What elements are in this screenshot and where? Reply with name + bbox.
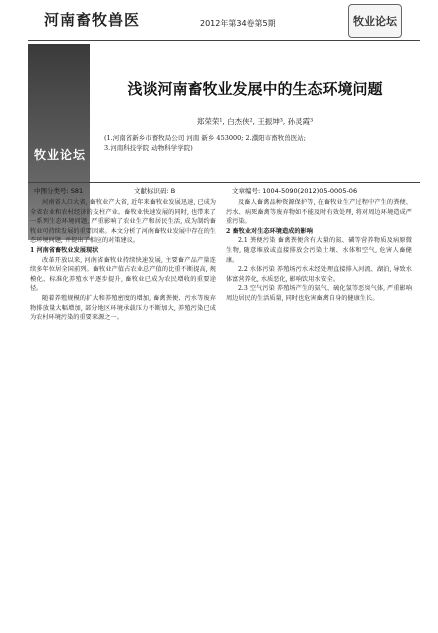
article-number: 文章编号: 1004-5090(2012)05-0005-06 bbox=[232, 187, 358, 195]
paragraph: 2.1 粪便污染 畜禽粪便含有大量的氮、磷等营养物质及病原微生物, 随意堆放或直接排放会污染土壤、水体和空气, 危害人畜健康。 bbox=[226, 237, 412, 264]
abstract-rule bbox=[28, 182, 420, 183]
sidebar-label: 牧业论坛 bbox=[34, 148, 87, 162]
affiliation-line-2: 3.河南科技学院 动物科学学院) bbox=[104, 144, 193, 152]
paragraph: 改革开放以来, 河南省畜牧业持续快速发展, 主要畜产品产量连续多年位居全国前列。畜牧业产值占农业总产值的比重不断提高, 规模化、标准化养殖水平逐步提升, 畜牧业已成为农民增收的重要途径。 bbox=[30, 256, 216, 293]
page-header bbox=[0, 0, 438, 40]
affiliation-line-1: (1.河南省新乡市畜牧局公司 河南 新乡 453000; 2.濮阳市畜牧兽医站; bbox=[104, 134, 306, 142]
issue-info: 2012年第34卷第5期 bbox=[200, 19, 276, 28]
column-badge: 牧业论坛 bbox=[348, 4, 402, 38]
journal-logo bbox=[44, 6, 204, 32]
paragraph: 2.3 空气污染 养殖场产生的氨气、硫化氢等恶臭气体, 严重影响周边居民的生活质量, 同时也危害畜禽自身的健康生长。 bbox=[226, 285, 412, 302]
header-rule bbox=[28, 40, 420, 41]
paragraph: 随着养殖规模的扩大和养殖密度的增加, 畜禽粪便、污水等废弃物排放量大幅增加, 部分地区环境承载压力不断加大, 养殖污染已成为农村环境污染的重要来源之一。 bbox=[30, 294, 216, 322]
document-code: 文献标识码: B bbox=[134, 187, 176, 195]
paragraph: 及畜人畜禽品种资源保护等, 在畜牧业生产过程中产生的粪便、污水、病死畜禽等废弃物如不能及时有效处理, 将对周边环境造成严重污染。 bbox=[226, 199, 412, 226]
journal-name: 河南畜牧兽医 bbox=[44, 10, 141, 29]
paragraph: 2.2 水体污染 养殖场污水未经处理直接排入河流、湖泊, 导致水体富营养化, 水质恶化, 影响饮用水安全。 bbox=[226, 266, 412, 283]
article-authors: 郑荣荣¹, 白杰侠², 王振坤³, 孙灵霞³ bbox=[196, 117, 314, 126]
article-title: 浅谈河南畜牧业发展中的生态环境问题 bbox=[127, 80, 383, 98]
body-column-left bbox=[30, 198, 216, 618]
section-heading: 1 河南省畜牧业发展现状 bbox=[30, 246, 99, 254]
body-column-right bbox=[226, 198, 412, 618]
clc-number: 中图分类号: S81 bbox=[34, 187, 84, 195]
paragraph: 河南省人口大省, 畜牧业产大省, 近年来畜牧业发展迅速, 已成为全省农业和农村经济的支柱产业。畜牧业快速发展的同时, 也带来了一系列生态环境问题, 严重影响了农业生产和居民生活, 成为制约畜牧业可持续发展的重要因素。本文分析了河南畜牧业发展中存在的生态环境问题, 并提出了相应的对策建议。 bbox=[30, 199, 216, 245]
section-heading: 2 畜牧业对生态环境造成的影响 bbox=[226, 227, 313, 235]
